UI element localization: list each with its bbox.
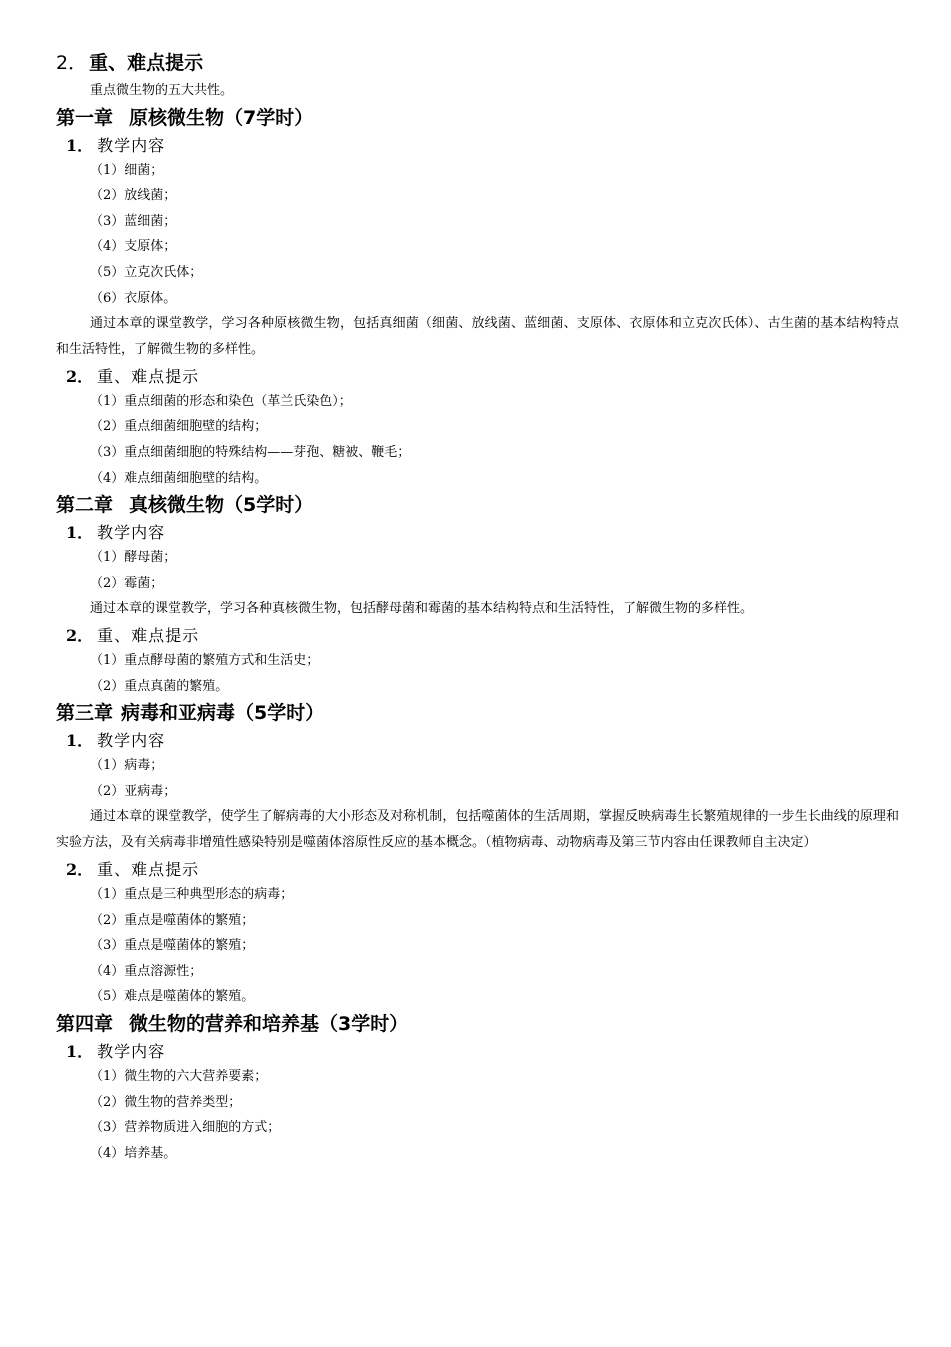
subsection-label: 教学内容 (97, 1042, 166, 1062)
chapter-1-title (56, 104, 899, 132)
subsection-label: 重、难点提示 (97, 366, 200, 386)
section-heading-text: 重、难点提示 (89, 52, 204, 74)
subsection-number: 1． (66, 1042, 94, 1062)
ch2-content-heading (66, 521, 899, 545)
ch2-content-item: （1）酵母菌； (90, 550, 177, 566)
subsection-number: 1． (66, 731, 94, 751)
ch1-key-point: （1）重点细菌的形态和染色（革兰氏染色）； (90, 393, 352, 409)
ch4-content-item: （4）培养基。 (90, 1145, 177, 1161)
ch3-content-heading (66, 729, 899, 753)
subsection-label: 教学内容 (97, 731, 166, 751)
ch1-content-item: （6）衣原体。 (90, 290, 177, 306)
chapter-name: 病毒和亚病毒（5学时） (121, 702, 325, 725)
intro-key-point: 重点微生物的五大共性。 (90, 83, 234, 98)
ch2-content-item: （2）霉菌； (90, 575, 164, 591)
ch3-key-point: （3）重点是噬菌体的繁殖； (90, 938, 255, 954)
ch1-content-item: （4）支原体； (90, 239, 177, 255)
chapter-number: 第二章 (56, 494, 114, 517)
ch3-description-paragraph: 通过本章的课堂教学，使学生了解病毒的大小形态及对称机制，包括噬菌体的生活周期，掌握反映病毒生长繁殖规律的一步生长曲线的原理和实验方法，及有关病毒非增殖性感染特别是噬菌体溶原性反应的基本概念。（植物病毒、动物病毒及第三节内容由任课教师自主决定） (56, 809, 899, 851)
chapter-name: 真核微生物（5学时） (129, 494, 314, 517)
chapter-number: 第四章 (56, 1013, 114, 1036)
ch3-key-point: （2）重点是噬菌体的繁殖； (90, 912, 255, 928)
ch2-key-point: （1）重点酵母菌的繁殖方式和生活史； (90, 653, 320, 669)
ch1-content-item: （3）蓝细菌； (90, 213, 177, 229)
ch1-key-point: （4）难点细菌细胞壁的结构。 (90, 470, 268, 486)
ch3-key-point: （5）难点是噬菌体的繁殖。 (90, 989, 255, 1005)
ch4-content-item: （3）营养物质进入细胞的方式； (90, 1120, 281, 1136)
chapter-name: 微生物的营养和培养基（3学时） (129, 1013, 409, 1036)
ch3-key-points-heading (66, 858, 899, 882)
ch4-content-heading (66, 1040, 899, 1064)
subsection-label: 教学内容 (97, 523, 166, 543)
section-heading-key-points (56, 50, 899, 76)
subsection-number: 1． (66, 523, 94, 543)
ch4-content-item: （1）微生物的六大营养要素； (90, 1069, 268, 1085)
chapter-3-title (56, 699, 899, 727)
ch3-key-point: （4）重点溶源性； (90, 963, 203, 979)
subsection-number: 2． (66, 626, 94, 646)
ch1-key-point: （3）重点细菌细胞的特殊结构——芽孢、糖被、鞭毛； (90, 444, 411, 460)
subsection-number: 1． (66, 135, 94, 155)
ch2-description-paragraph: 通过本章的课堂教学，学习各种真核微生物，包括酵母菌和霉菌的基本结构特点和生活特性，了解微生物的多样性。 (90, 601, 754, 617)
subsection-label: 重、难点提示 (97, 860, 200, 880)
subsection-label: 教学内容 (97, 135, 166, 155)
ch1-content-heading (66, 134, 899, 158)
ch1-content-item: （2）放线菌； (90, 188, 177, 204)
ch1-content-item: （1）细菌； (90, 162, 164, 178)
ch3-key-point: （1）重点是三种典型形态的病毒； (90, 887, 294, 903)
ch1-description-paragraph: 通过本章的课堂教学，学习各种原核微生物，包括真细菌（细菌、放线菌、蓝细菌、支原体、衣原体和立克次氏体）、古生菌的基本结构特点和生活特性，了解微生物的多样性。 (56, 316, 899, 357)
chapter-4-title (56, 1010, 899, 1038)
ch1-key-point: （2）重点细菌细胞壁的结构； (90, 419, 268, 435)
ch1-key-points-heading (66, 365, 899, 389)
chapter-name: 原核微生物（7学时） (129, 106, 314, 129)
chapter-number: 第一章 (56, 106, 114, 129)
subsection-number: 2． (66, 860, 94, 880)
ch1-content-item: （5）立克次氏体； (90, 264, 203, 280)
section-number: 2． (56, 52, 88, 74)
subsection-number: 2． (66, 366, 94, 386)
ch2-key-points-heading (66, 624, 899, 648)
chapter-2-title (56, 491, 899, 519)
chapter-number: 第三章 (56, 702, 114, 725)
ch2-key-point: （2）重点真菌的繁殖。 (90, 678, 229, 694)
ch3-content-item: （1）病毒； (90, 758, 164, 774)
subsection-label: 重、难点提示 (97, 626, 200, 646)
ch4-content-item: （2）微生物的营养类型； (90, 1094, 242, 1110)
ch3-content-item: （2）亚病毒； (90, 783, 177, 799)
